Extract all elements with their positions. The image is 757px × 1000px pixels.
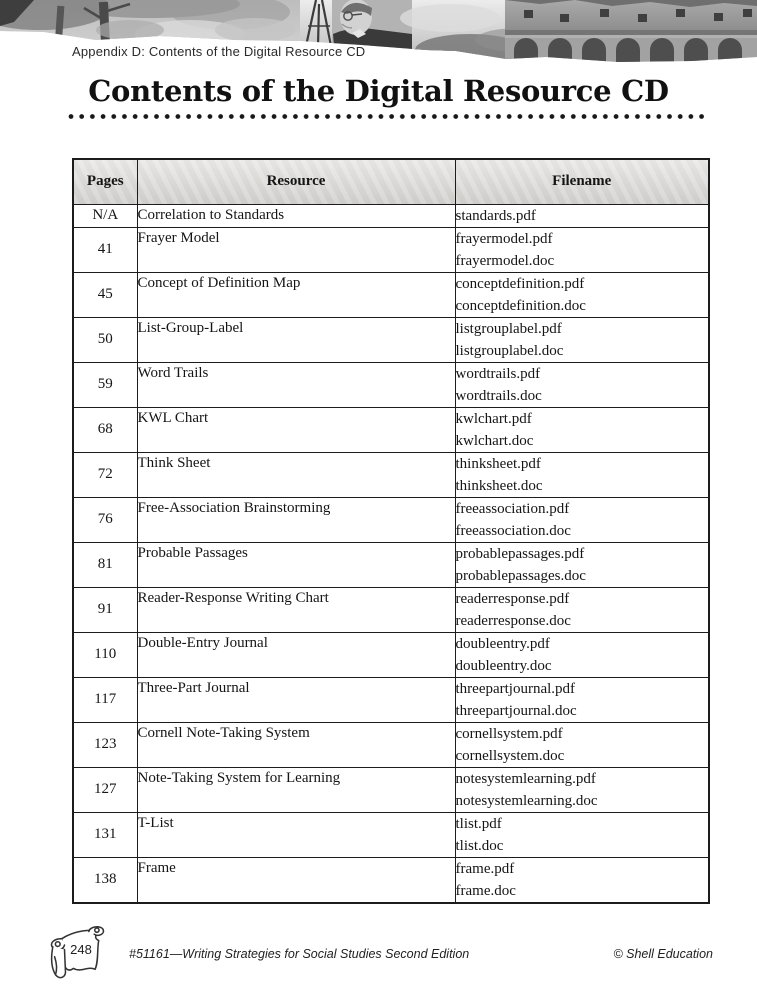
filename-line: cornellsystem.doc bbox=[455, 747, 565, 764]
table-row bbox=[73, 722, 709, 767]
photo-collage-graphic bbox=[0, 0, 757, 70]
filename-cell bbox=[455, 542, 709, 587]
resource-cell: Reader-Response Writing Chart bbox=[137, 587, 455, 632]
filename-cell bbox=[455, 677, 709, 722]
appendix-running-head: Appendix D: Contents of the Digital Resource CD bbox=[72, 44, 366, 59]
table-row bbox=[73, 227, 709, 272]
footer-publisher: © Shell Education bbox=[613, 947, 713, 961]
filename-cell bbox=[455, 722, 709, 767]
resource-cell: Three-Part Journal bbox=[137, 677, 455, 722]
filename-line: threepartjournal.pdf bbox=[455, 680, 576, 697]
resource-table-container bbox=[72, 158, 708, 904]
filename-line: tlist.doc bbox=[455, 837, 504, 854]
filename-line: listgrouplabel.pdf bbox=[455, 320, 562, 337]
resource-cell: Cornell Note-Taking System bbox=[137, 722, 455, 767]
resource-cell: Word Trails bbox=[137, 362, 455, 407]
table-row bbox=[73, 497, 709, 542]
page-number: 248 bbox=[70, 942, 92, 957]
filename-cell bbox=[455, 587, 709, 632]
filename-line: thinksheet.doc bbox=[455, 477, 543, 494]
filename-line: tlist.pdf bbox=[455, 815, 502, 832]
header-filename: Filename bbox=[455, 159, 709, 204]
filename-line: probablepassages.pdf bbox=[455, 545, 585, 562]
header-pages: Pages bbox=[73, 159, 137, 204]
table-row bbox=[73, 632, 709, 677]
filename-line: kwlchart.doc bbox=[455, 432, 534, 449]
table-row bbox=[73, 767, 709, 812]
pages-cell: 50 bbox=[73, 317, 137, 362]
filename-line: notesystemlearning.doc bbox=[455, 792, 598, 809]
filename-cell bbox=[455, 227, 709, 272]
filename-line: thinksheet.pdf bbox=[455, 455, 541, 472]
header-photo-collage bbox=[0, 0, 757, 70]
resource-cell: Concept of Definition Map bbox=[137, 272, 455, 317]
resource-cell: Note-Taking System for Learning bbox=[137, 767, 455, 812]
filename-line: frame.pdf bbox=[455, 860, 515, 877]
filename-line: frayermodel.pdf bbox=[455, 230, 553, 247]
filename-cell bbox=[455, 452, 709, 497]
filename-line: doubleentry.pdf bbox=[455, 635, 550, 652]
pages-cell: N/A bbox=[73, 204, 137, 227]
filename-line: frayermodel.doc bbox=[455, 252, 555, 269]
table-row bbox=[73, 542, 709, 587]
table-row bbox=[73, 272, 709, 317]
filename-line: standards.pdf bbox=[455, 207, 536, 224]
filename-line: readerresponse.doc bbox=[455, 612, 571, 629]
resource-cell: List-Group-Label bbox=[137, 317, 455, 362]
pages-cell: 127 bbox=[73, 767, 137, 812]
pages-cell: 117 bbox=[73, 677, 137, 722]
filename-cell bbox=[455, 857, 709, 903]
filename-line: listgrouplabel.doc bbox=[455, 342, 564, 359]
filename-cell bbox=[455, 272, 709, 317]
table-row bbox=[73, 812, 709, 857]
resource-cell: Double-Entry Journal bbox=[137, 632, 455, 677]
filename-line: conceptdefinition.pdf bbox=[455, 275, 585, 292]
filename-line: freeassociation.pdf bbox=[455, 500, 570, 517]
resource-cell: T-List bbox=[137, 812, 455, 857]
pages-cell: 81 bbox=[73, 542, 137, 587]
filename-cell bbox=[455, 812, 709, 857]
pages-cell: 76 bbox=[73, 497, 137, 542]
resource-table bbox=[72, 158, 710, 904]
pages-cell: 59 bbox=[73, 362, 137, 407]
table-row bbox=[73, 204, 709, 227]
resource-cell: Free-Association Brainstorming bbox=[137, 497, 455, 542]
filename-line: threepartjournal.doc bbox=[455, 702, 577, 719]
pages-cell: 131 bbox=[73, 812, 137, 857]
resource-cell: KWL Chart bbox=[137, 407, 455, 452]
filename-line: readerresponse.pdf bbox=[455, 590, 570, 607]
filename-line: cornellsystem.pdf bbox=[455, 725, 563, 742]
filename-line: freeassociation.doc bbox=[455, 522, 571, 539]
filename-cell bbox=[455, 632, 709, 677]
pages-cell: 45 bbox=[73, 272, 137, 317]
filename-line: kwlchart.pdf bbox=[455, 410, 532, 427]
filename-line: frame.doc bbox=[455, 882, 516, 899]
table-row bbox=[73, 677, 709, 722]
filename-cell bbox=[455, 362, 709, 407]
table-row bbox=[73, 857, 709, 903]
pages-cell: 68 bbox=[73, 407, 137, 452]
filename-cell bbox=[455, 767, 709, 812]
table-row bbox=[73, 407, 709, 452]
resource-cell: Think Sheet bbox=[137, 452, 455, 497]
table-row bbox=[73, 452, 709, 497]
resource-cell: Frame bbox=[137, 857, 455, 903]
page-number-scroll bbox=[42, 922, 114, 986]
filename-line: notesystemlearning.pdf bbox=[455, 770, 596, 787]
filename-line: doubleentry.doc bbox=[455, 657, 552, 674]
table-row bbox=[73, 317, 709, 362]
filename-cell bbox=[455, 497, 709, 542]
filename-line: wordtrails.doc bbox=[455, 387, 542, 404]
pages-cell: 41 bbox=[73, 227, 137, 272]
footer-book-label: #51161—Writing Strategies for Social Studies Second Edition bbox=[129, 947, 470, 961]
dotted-rule bbox=[68, 113, 704, 120]
filename-line: wordtrails.pdf bbox=[455, 365, 541, 382]
pages-cell: 138 bbox=[73, 857, 137, 903]
pages-cell: 123 bbox=[73, 722, 137, 767]
pages-cell: 110 bbox=[73, 632, 137, 677]
table-header-row bbox=[73, 159, 709, 204]
table-row bbox=[73, 587, 709, 632]
pages-cell: 72 bbox=[73, 452, 137, 497]
pages-cell: 91 bbox=[73, 587, 137, 632]
resource-cell: Probable Passages bbox=[137, 542, 455, 587]
resource-cell: Correlation to Standards bbox=[137, 204, 455, 227]
filename-line: conceptdefinition.doc bbox=[455, 297, 586, 314]
filename-line: probablepassages.doc bbox=[455, 567, 586, 584]
filename-cell bbox=[455, 317, 709, 362]
resource-cell: Frayer Model bbox=[137, 227, 455, 272]
table-row bbox=[73, 362, 709, 407]
filename-cell bbox=[455, 407, 709, 452]
filename-cell bbox=[455, 204, 709, 227]
header-resource: Resource bbox=[137, 159, 455, 204]
page-title: Contents of the Digital Resource CD bbox=[88, 74, 669, 108]
table-body bbox=[73, 204, 709, 903]
